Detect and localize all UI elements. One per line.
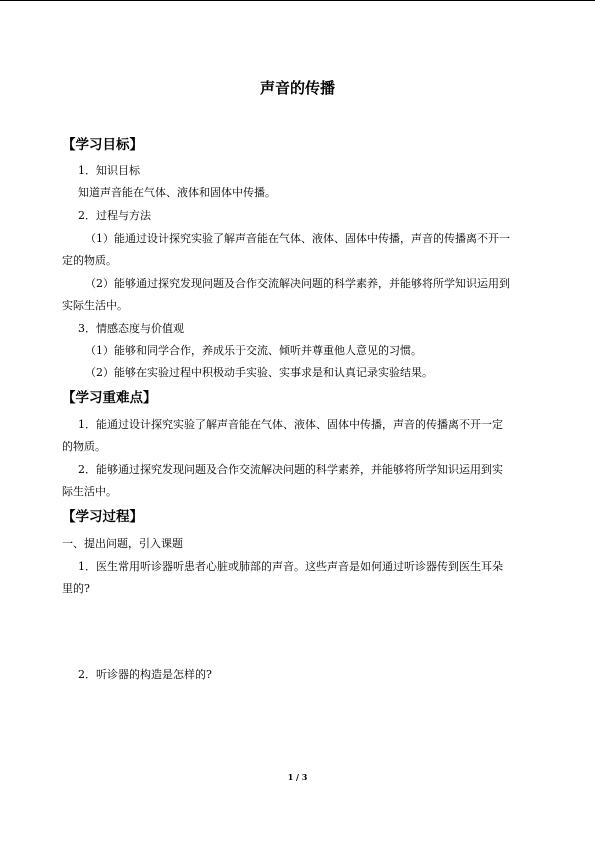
goal-1-text: 知道声音能在气体、液体和固体中传播。 <box>78 186 276 199</box>
page-number: 1 / 3 <box>287 772 308 782</box>
goal-2-item-2-line-1: （2）能够通过探究发现问题及合作交流解决问题的科学素养，并能够将所学知识运用到 <box>85 277 510 290</box>
goal-3-item-1: （1）能够和同学合作，养成乐于交流、倾听并尊重他人意见的习惯。 <box>85 344 422 357</box>
key-point-2-line-2: 际生活中。 <box>62 485 117 498</box>
question-1-line-1: 1．医生常用听诊器听患者心脏或肺部的声音。这些声音是如何通过听诊器传到医生耳朵 <box>78 560 503 573</box>
goal-3-item-2: （2）能够在实验过程中积极动手实验、实事求是和认真记录实验结果。 <box>85 366 433 379</box>
section-heading-process: 【学习过程】 <box>62 509 143 525</box>
section-heading-goals: 【学习目标】 <box>62 137 143 153</box>
goal-2-heading: 2．过程与方法 <box>78 209 151 222</box>
goal-2-item-1-line-1: （1）能通过设计探究实验了解声音能在气体、液体、固体中传播，声音的传播离不开一 <box>85 232 510 245</box>
question-2: 2．听诊器的构造是怎样的? <box>78 668 212 681</box>
process-step-1: 一、提出问题，引入课题 <box>62 537 183 550</box>
key-point-2-line-1: 2．能够通过探究发现问题及合作交流解决问题的科学素养，并能够将所学知识运用到实 <box>78 463 503 476</box>
goal-3-heading: 3．情感态度与价值观 <box>78 322 184 335</box>
key-point-1-line-1: 1．能通过设计探究实验了解声音能在气体、液体、固体中传播，声音的传播离不开一定 <box>78 418 503 431</box>
question-1-line-2: 里的? <box>62 582 90 595</box>
goal-2-item-1-line-2: 定的物质。 <box>62 254 117 267</box>
document-title: 声音的传播 <box>259 79 335 97</box>
section-heading-key-points: 【学习重难点】 <box>62 390 157 406</box>
page-top-rule <box>0 0 595 1</box>
goal-2-item-2-line-2: 实际生活中。 <box>62 299 128 312</box>
key-point-1-line-2: 的物质。 <box>62 440 106 453</box>
goal-1-heading: 1．知识目标 <box>78 164 140 177</box>
